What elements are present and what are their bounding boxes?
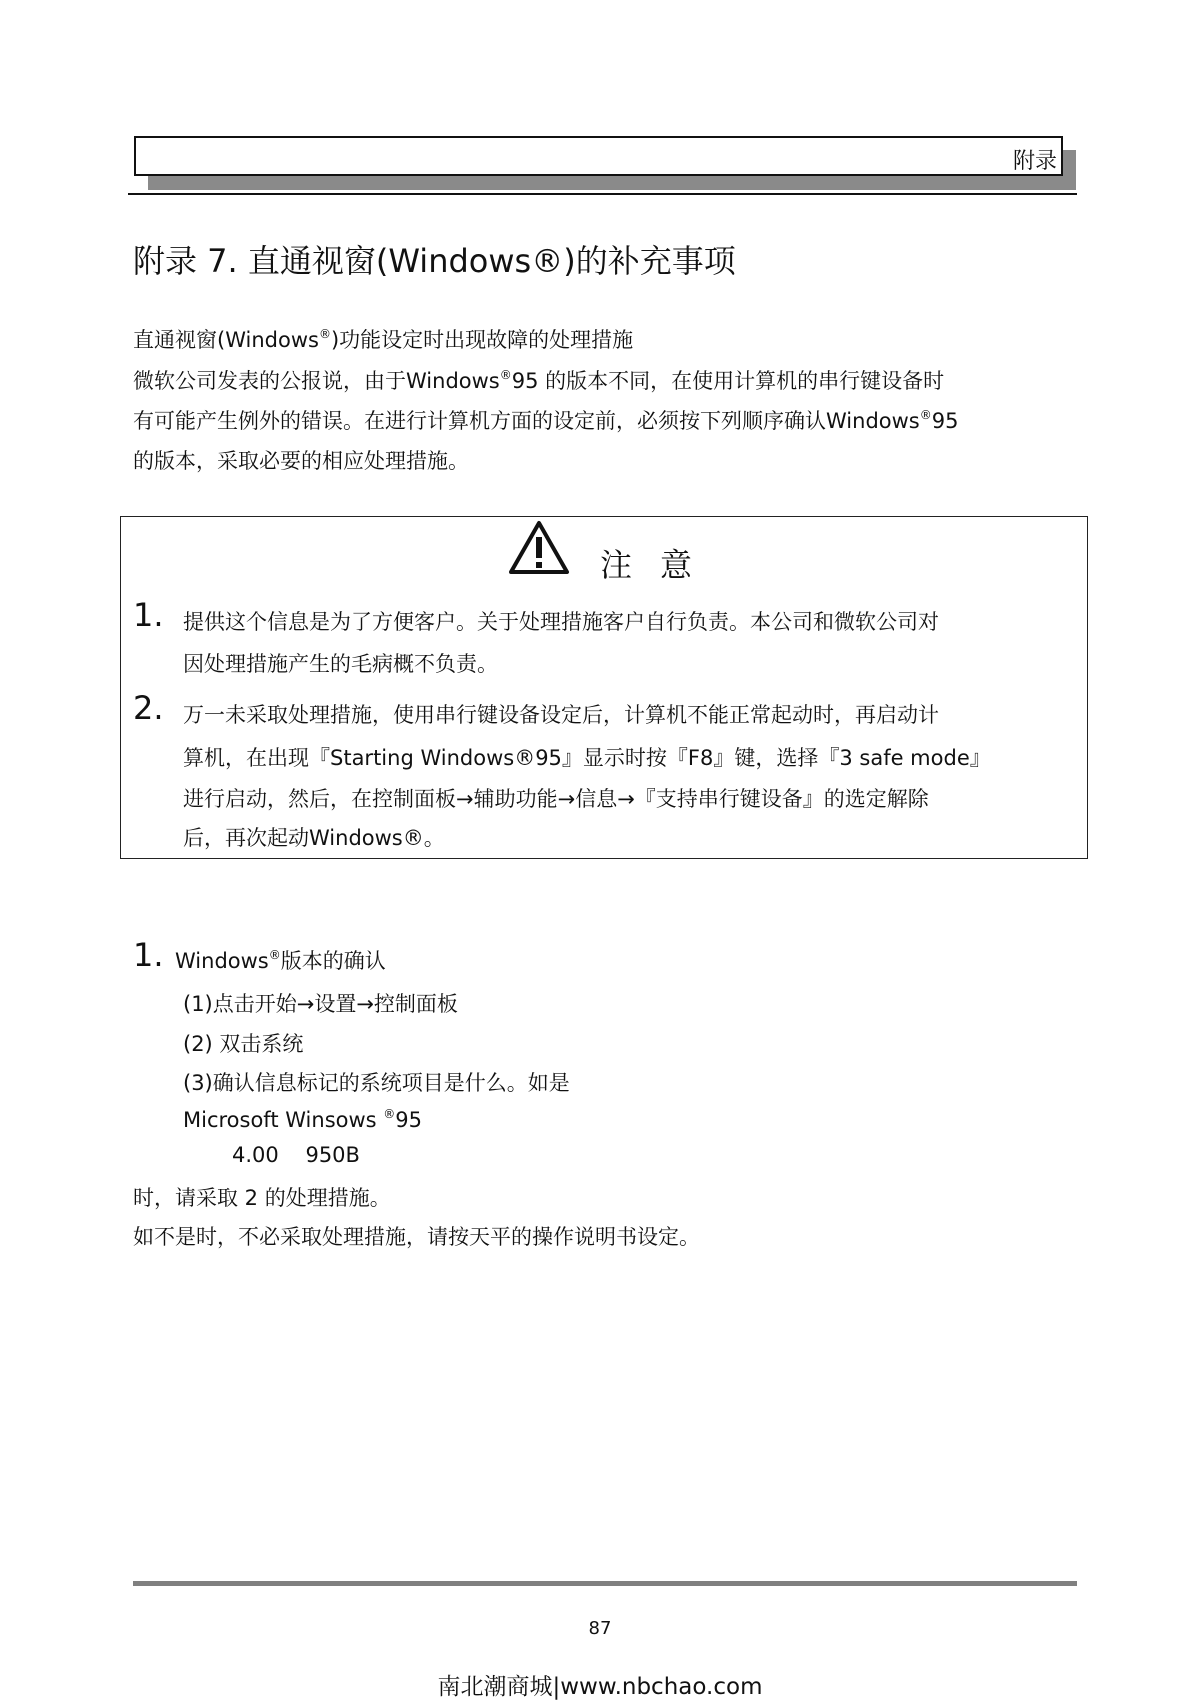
step: (2) 双击系统 xyxy=(183,1032,304,1056)
caution-item-line: 算机，在出现『Starting Windows®95』显示时按『F8』键，选择『3 safe mode』 xyxy=(183,746,991,770)
caution-item-number: 1. xyxy=(133,596,164,634)
watermark: 南北潮商城|www.nbchao.com xyxy=(437,1674,763,1700)
caution-item-line: 进行启动，然后，在控制面板→辅助功能→信息→『支持串行键设备』的选定解除 xyxy=(183,787,929,811)
step: (3)确认信息标记的系统项目是什么。如是 xyxy=(183,1071,570,1095)
subheading-text-end: )功能设定时出现故障的处理措施 xyxy=(330,328,634,352)
footer-divider xyxy=(133,1581,1077,1586)
instruction: 时，请采取 2 的处理措施。 xyxy=(133,1186,391,1210)
warning-icon xyxy=(508,520,570,576)
intro-line: 有可能产生例外的错误。在进行计算机方面的设定前，必须按下列顺序确认Windows®95 xyxy=(133,408,959,433)
caution-title: 注意 xyxy=(600,546,721,584)
header-box xyxy=(134,136,1063,176)
page-number: 87 xyxy=(588,1618,612,1639)
version-number: 4.00 950B xyxy=(232,1143,360,1167)
header-label: 附录 xyxy=(1012,149,1057,174)
caution-item-line: 因处理措施产生的毛病概不负责。 xyxy=(183,652,498,676)
product-name: Microsoft Winsows ®95 xyxy=(183,1107,423,1132)
subheading-text: 直通视窗(Windows xyxy=(133,328,319,352)
header-divider xyxy=(128,193,1077,195)
reg-mark: ® xyxy=(318,327,331,341)
caution-item-number: 2. xyxy=(133,689,164,727)
caution-item-line: 万一未采取处理措施，使用串行键设备设定后，计算机不能正常起动时，再启动计 xyxy=(183,703,939,727)
intro-line: 的版本，采取必要的相应处理措施。 xyxy=(133,449,469,473)
page-title: 附录 7. 直通视窗(Windows®)的补充事项 xyxy=(133,242,736,280)
subheading xyxy=(133,324,633,354)
instruction: 如不是时，不必采取处理措施，请按天平的操作说明书设定。 xyxy=(133,1225,700,1249)
caution-item-line: 提供这个信息是为了方便客户。关于处理措施客户自行负责。本公司和微软公司对 xyxy=(183,610,939,634)
caution-item-line: 后，再次起动Windows®。 xyxy=(183,826,445,850)
step: (1)点击开始→设置→控制面板 xyxy=(183,992,458,1016)
section-number: 1. xyxy=(133,936,164,974)
section-heading: Windows®版本的确认 xyxy=(175,948,386,973)
intro-line: 微软公司发表的公报说，由于Windows®95 的版本不同，在使用计算机的串行键设备时 xyxy=(133,368,945,393)
